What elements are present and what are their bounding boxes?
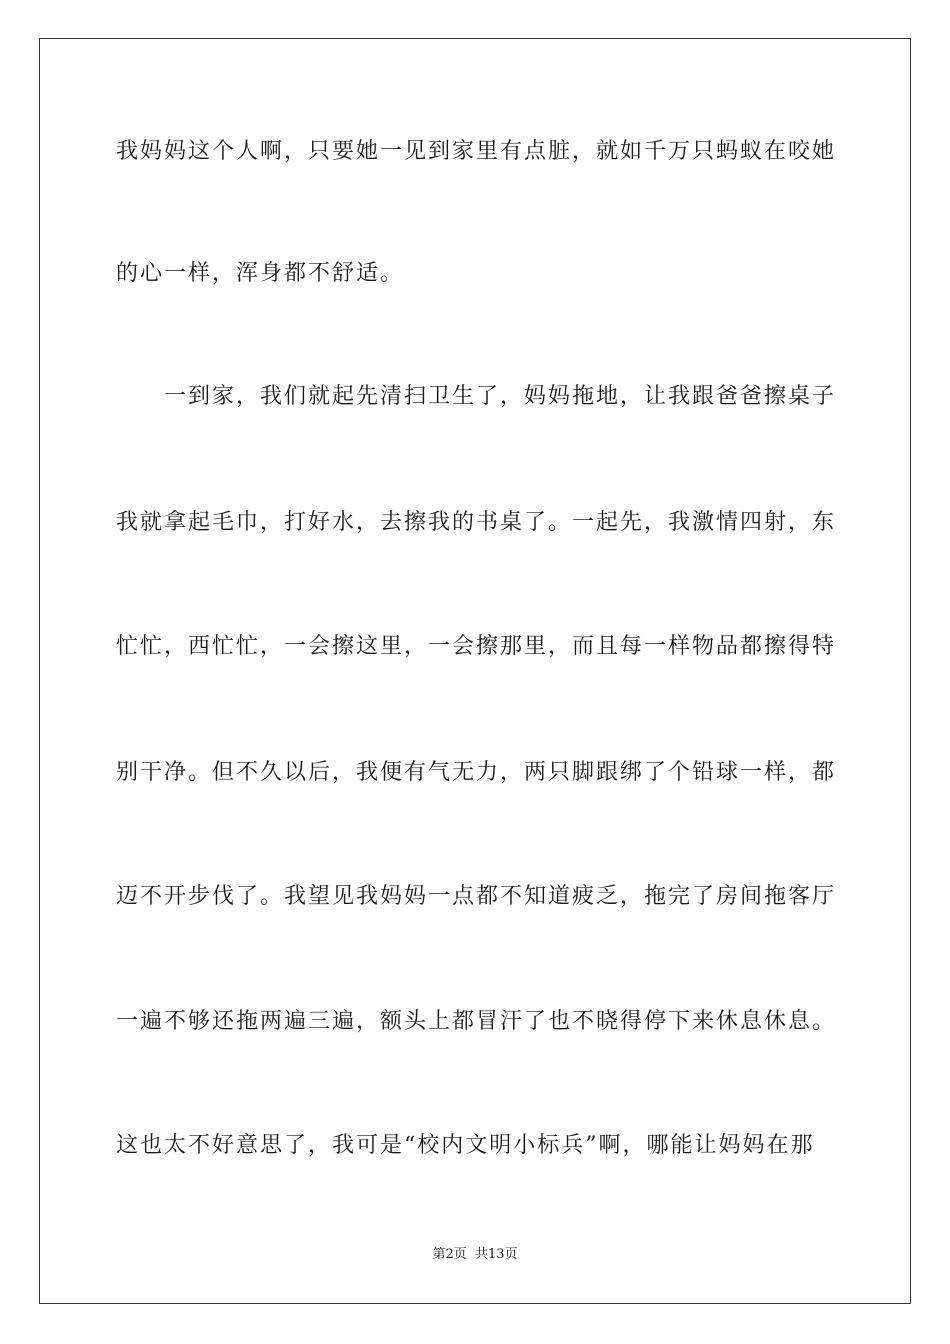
text-line-9: 这也太不好意思了，我可是“校内文明小标兵”啊，哪能让妈妈在那	[116, 1133, 815, 1158]
text-line-2: 的心一样，浑身都不舒适。	[116, 261, 405, 286]
text-line-6: 别干净。但不久以后，我便有气无力，两只脚跟绑了个铅球一样，都	[116, 760, 837, 785]
text-line-1: 我妈妈这个人啊，只要她一见到家里有点脏，就如千万只蚂蚁在咬她	[116, 139, 837, 164]
page-border	[39, 38, 911, 1304]
page-number-footer: 第2页 共13页	[432, 1247, 518, 1262]
text-line-4: 我就拿起毛巾，打好水，去擦我的书桌了。一起先，我激情四射，东	[116, 510, 837, 535]
text-line-7: 迈不开步伐了。我望见我妈妈一点都不知道疲乏，拖完了房间拖客厅	[116, 884, 837, 909]
text-line-3: 一到家，我们就起先清扫卫生了，妈妈拖地，让我跟爸爸擦桌子	[116, 384, 837, 409]
text-line-5: 忙忙，西忙忙，一会擦这里，一会擦那里，而且每一样物品都擦得特	[116, 634, 837, 659]
text-line-8: 一遍不够还拖两遍三遍，额头上都冒汗了也不晓得停下来休息休息。	[116, 1009, 837, 1034]
